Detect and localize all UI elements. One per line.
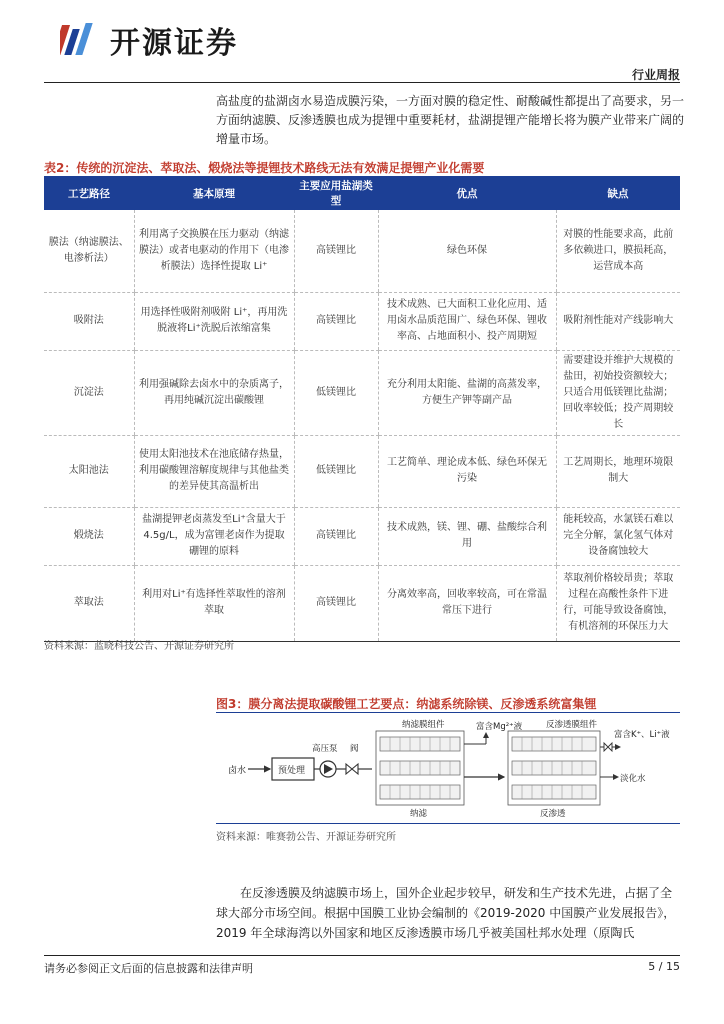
process-diagram xyxy=(216,715,680,825)
col-header: 优点 xyxy=(378,176,556,210)
logo-mark-icon xyxy=(60,19,102,61)
figure-top-rule xyxy=(216,712,680,713)
table-source: 资料来源：蓝晓科技公告、开源证券研究所 xyxy=(44,641,234,652)
cell-cons: 工艺周期长，地理环境限制大 xyxy=(556,435,680,507)
footer-disclaimer: 请务必参阅正文后面的信息披露和法律声明 xyxy=(44,962,253,975)
table-row xyxy=(44,435,680,507)
col-header: 工艺路径 xyxy=(44,176,134,210)
cell-lake: 高镁锂比 xyxy=(294,565,378,641)
figure-bottom-rule xyxy=(216,823,680,824)
table-row xyxy=(44,565,680,641)
nf-module-label: 纳滤膜组件 xyxy=(402,720,445,730)
cell-cons: 对膜的性能要求高，此前多依赖进口，膜损耗高，运营成本高 xyxy=(556,210,680,292)
cell-pros: 技术成熟，镁、锂、硼、盐酸综合利用 xyxy=(378,507,556,565)
pretreat-label: 预处理 xyxy=(278,766,306,776)
cell-principle: 使用太阳池技术在池底储存热量，利用碳酸锂溶解度规律与其他盐类的差异使其高温析出 xyxy=(134,435,294,507)
mg-rich-label: 富含Mg²⁺液 xyxy=(476,722,523,732)
cell-principle: 用选择性吸附剂吸附 Li⁺，再用洗脱液将Li⁺洗脱后浓缩富集 xyxy=(134,292,294,350)
cell-path: 吸附法 xyxy=(44,292,134,350)
footer-divider xyxy=(44,955,680,956)
cell-lake: 高镁锂比 xyxy=(294,210,378,292)
cell-path: 萃取法 xyxy=(44,565,134,641)
cell-cons: 能耗较高，水氯镁石难以完全分解，氯化氢气体对设备腐蚀较大 xyxy=(556,507,680,565)
cell-lake: 高镁锂比 xyxy=(294,292,378,350)
cell-principle: 利用对Li⁺有选择性萃取性的溶剂萃取 xyxy=(134,565,294,641)
cell-cons: 萃取剂价格较昂贵；萃取过程在高酸性条件下进行，可能导致设备腐蚀，有机溶剂的环保压力大 xyxy=(556,565,680,641)
k-li-rich-label: 富含K⁺、Li⁺液 xyxy=(614,730,670,740)
cell-principle: 利用强碱除去卤水中的杂质离子，再用纯碱沉淀出碳酸锂 xyxy=(134,350,294,435)
cell-cons: 需要建设并维护大规模的盐田，初始投资额较大；只适合用低镁锂比盐湖；回收率较低；投产周期较长 xyxy=(556,350,680,435)
cell-principle: 利用离子交换膜在压力驱动（纳滤膜法）或者电驱动的作用下（电渗析膜法）选择性提取 Li⁺ xyxy=(134,210,294,292)
cell-pros: 技术成熟、已大面积工业化应用、适用卤水品质范围广、绿色环保、锂收率高、占地面积小、投产周期短 xyxy=(378,292,556,350)
company-logo xyxy=(60,18,238,62)
company-name: 开源证券 xyxy=(110,26,238,61)
cell-principle: 盐湖提钾老卤蒸发至Li⁺含量大于4.5g/L，成为富锂老卤作为提取硼锂的原料 xyxy=(134,507,294,565)
table-row xyxy=(44,350,680,435)
col-header: 主要应用盐湖类型 xyxy=(294,176,378,210)
col-header: 基本原理 xyxy=(134,176,294,210)
cell-pros: 绿色环保 xyxy=(378,210,556,292)
intro-paragraph: 高盐度的盐湖卤水易造成膜污染，一方面对膜的稳定性、耐酸碱性都提出了高要求，另一方面纳滤膜、反渗透膜也成为提锂中重要耗材，盐湖提锂产能增长将为膜产业带来广阔的增量市场。 xyxy=(216,94,685,146)
cell-cons: 吸附剂性能对产线影响大 xyxy=(556,292,680,350)
cell-path: 沉淀法 xyxy=(44,350,134,435)
brine-label: 卤水 xyxy=(228,766,247,776)
page-number: 5 / 15 xyxy=(648,960,680,973)
cell-path: 煅烧法 xyxy=(44,507,134,565)
col-header: 缺点 xyxy=(556,176,680,210)
report-type: 行业周报 xyxy=(631,68,680,82)
table-row xyxy=(44,507,680,565)
table-row xyxy=(44,210,680,292)
valve-label: 阀 xyxy=(350,744,359,754)
cell-pros: 充分利用太阳能、盐湖的高蒸发率，方便生产钾等副产品 xyxy=(378,350,556,435)
ro-membranes xyxy=(512,737,596,799)
cell-pros: 工艺简单、理论成本低、绿色环保无污染 xyxy=(378,435,556,507)
figure-title: 图3：膜分离法提取碳酸锂工艺要点：纳滤系统除镁、反渗透系统富集锂 xyxy=(216,697,597,711)
cell-lake: 低镁锂比 xyxy=(294,435,378,507)
cell-pros: 分离效率高，回收率较高，可在常温常压下进行 xyxy=(378,565,556,641)
valve-icon xyxy=(604,743,612,751)
pump-label: 高压泵 xyxy=(312,744,338,754)
comparison-table xyxy=(44,176,680,642)
table-header-row xyxy=(44,176,680,210)
cell-path: 太阳池法 xyxy=(44,435,134,507)
cell-lake: 低镁锂比 xyxy=(294,350,378,435)
nf-label: 纳滤 xyxy=(410,809,428,819)
ro-label: 反渗透 xyxy=(540,809,566,819)
body-paragraph: 在反渗透膜及纳滤膜市场上，国外企业起步较早，研发和生产技术先进，占据了全球大部分市场空间。根据中国膜工业协会编制的《2019-2020 中国膜产业发展报告》，2019 年全球海湾以外国家和地区反渗透膜市场几乎被美国杜邦水处理（原陶氏 xyxy=(216,886,676,940)
header-divider xyxy=(44,82,680,83)
ro-module-label: 反渗透膜组件 xyxy=(546,720,598,730)
valve-icon xyxy=(346,764,358,774)
figure-source: 资料来源：唯赛勃公告、开源证券研究所 xyxy=(216,832,396,843)
table-row xyxy=(44,292,680,350)
fresh-water-label: 淡化水 xyxy=(620,774,646,784)
cell-path: 膜法（纳滤膜法、电渗析法） xyxy=(44,210,134,292)
cell-lake: 高镁锂比 xyxy=(294,507,378,565)
table-title: 表2：传统的沉淀法、萃取法、煅烧法等提锂技术路线无法有效满足提锂产业化需要 xyxy=(44,161,485,175)
